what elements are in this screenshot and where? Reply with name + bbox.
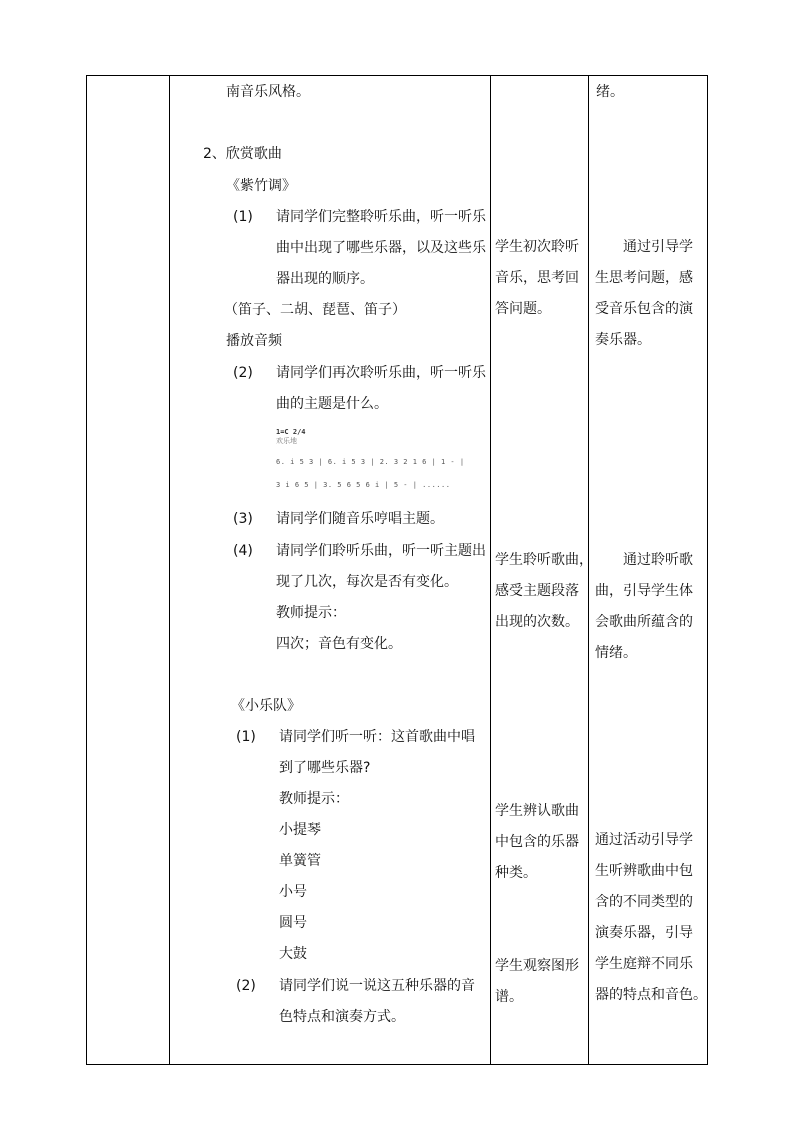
student-activity-2	[495, 545, 593, 638]
instrument-item: 小号	[279, 884, 307, 900]
song1-q1-line1: 请同学们完整聆听乐曲，听一听乐	[276, 209, 486, 225]
design-intent-line: 通过聆听歌	[595, 552, 693, 568]
student-activity-line: 答问题。	[495, 301, 551, 317]
design-intent-line: 学生庭辩不同乐	[595, 956, 693, 972]
song1-q2-number: (2)	[233, 365, 253, 381]
design-intent-line: 生听辨歌曲中包	[595, 863, 693, 879]
design-intent-1	[595, 232, 693, 356]
song1-hint-label: 教师提示：	[276, 605, 346, 621]
song2-q2-line2: 色特点和演奏方式。	[279, 1009, 405, 1025]
score-line-2: 3 i 6 5 | 3. 5 6 5 6 i | 5 - | ......	[276, 481, 451, 489]
continuation-text: 南音乐风格。	[226, 84, 310, 100]
design-intent-3	[595, 825, 707, 1011]
student-activity-line: 感受主题段落	[495, 583, 579, 599]
design-intent-line: 受音乐包含的演	[595, 301, 693, 317]
student-activity-line: 学生初次聆听	[495, 239, 579, 255]
song1-q3-text: 请同学们随音乐哼唱主题。	[276, 511, 444, 527]
song1-q2-line1: 请同学们再次聆听乐曲，听一听乐	[276, 365, 486, 381]
music-score-image	[276, 428, 476, 492]
instrument-item: 大鼓	[279, 946, 307, 962]
instrument-item: 圆号	[279, 915, 307, 931]
song1-q4-line1: 请同学们聆听乐曲，听一听主题出	[276, 543, 486, 559]
song1-q4-number: (4)	[233, 543, 253, 559]
song2-q2-number: (2)	[236, 978, 256, 994]
design-intent-top: 绪。	[596, 84, 624, 100]
student-activity-line: 中包含的乐器	[495, 834, 579, 850]
song2-q1-number: (1)	[236, 729, 256, 745]
student-activity-4	[495, 951, 579, 1013]
song2-q2-line1: 请同学们说一说这五种乐器的音	[279, 978, 475, 994]
song1-q1-line2: 曲中出现了哪些乐器，以及这些乐	[276, 240, 486, 256]
song2-hint-label: 教师提示：	[279, 791, 349, 807]
design-intent-line: 生思考问题，感	[595, 270, 693, 286]
student-activity-line: 种类。	[495, 865, 537, 881]
song1-title: 《紫竹调》	[226, 178, 296, 194]
student-activity-line: 学生观察图形	[495, 958, 579, 974]
design-intent-line: 演奏乐器，引导	[595, 925, 693, 941]
song2-q1-line1: 请同学们听一听：这首歌曲中唱	[279, 729, 475, 745]
section-heading: 2、欣赏歌曲	[203, 146, 282, 162]
score-line-1: 6. i 5 3 | 6. i 5 3 | 2. 3 2 1 6 | 1 - |	[276, 458, 465, 466]
design-intent-line: 器的特点和音色。	[595, 987, 707, 1003]
student-activity-1	[495, 232, 579, 325]
score-tempo: 欢乐地	[276, 437, 297, 445]
design-intent-line: 含的不同类型的	[595, 894, 693, 910]
song2-q1-line2: 到了哪些乐器?	[279, 760, 371, 776]
song1-q3-number: (3)	[233, 511, 253, 527]
song1-q4-line2: 现了几次，每次是否有变化。	[276, 574, 458, 590]
score-key: 1=C 2/4	[276, 428, 306, 436]
song1-hint-answer: 四次；音色有变化。	[276, 636, 402, 652]
student-activity-line: 音乐，思考回	[495, 270, 579, 286]
song2-title: 《小乐队》	[231, 698, 301, 714]
student-activity-line: 谱。	[495, 989, 523, 1005]
student-activity-3	[495, 796, 579, 889]
song1-q2-line2: 曲的主题是什么。	[276, 396, 388, 412]
instrument-item: 单簧管	[279, 853, 321, 869]
student-activity-line: 出现的次数。	[495, 614, 579, 630]
song1-q1-number: (1)	[233, 209, 253, 225]
song1-q1-line3: 器出现的顺序。	[276, 271, 374, 287]
design-intent-line: 会歌曲所蕴含的	[595, 614, 693, 630]
design-intent-line: 通过活动引导学	[595, 832, 693, 848]
design-intent-2	[595, 545, 693, 669]
column-divider-1	[169, 76, 170, 1064]
instrument-item: 小提琴	[279, 822, 321, 838]
design-intent-line: 奏乐器。	[595, 332, 651, 348]
song1-answer1: （笛子、二胡、琵琶、笛子）	[224, 302, 406, 318]
play-audio-text: 播放音频	[226, 333, 282, 349]
design-intent-line: 通过引导学	[595, 239, 693, 255]
design-intent-line: 曲，引导学生体	[595, 583, 693, 599]
student-activity-line: 学生聆听歌曲，	[495, 552, 593, 568]
column-divider-2	[490, 76, 491, 1064]
student-activity-line: 学生辨认歌曲	[495, 803, 579, 819]
design-intent-line: 情绪。	[595, 645, 637, 661]
